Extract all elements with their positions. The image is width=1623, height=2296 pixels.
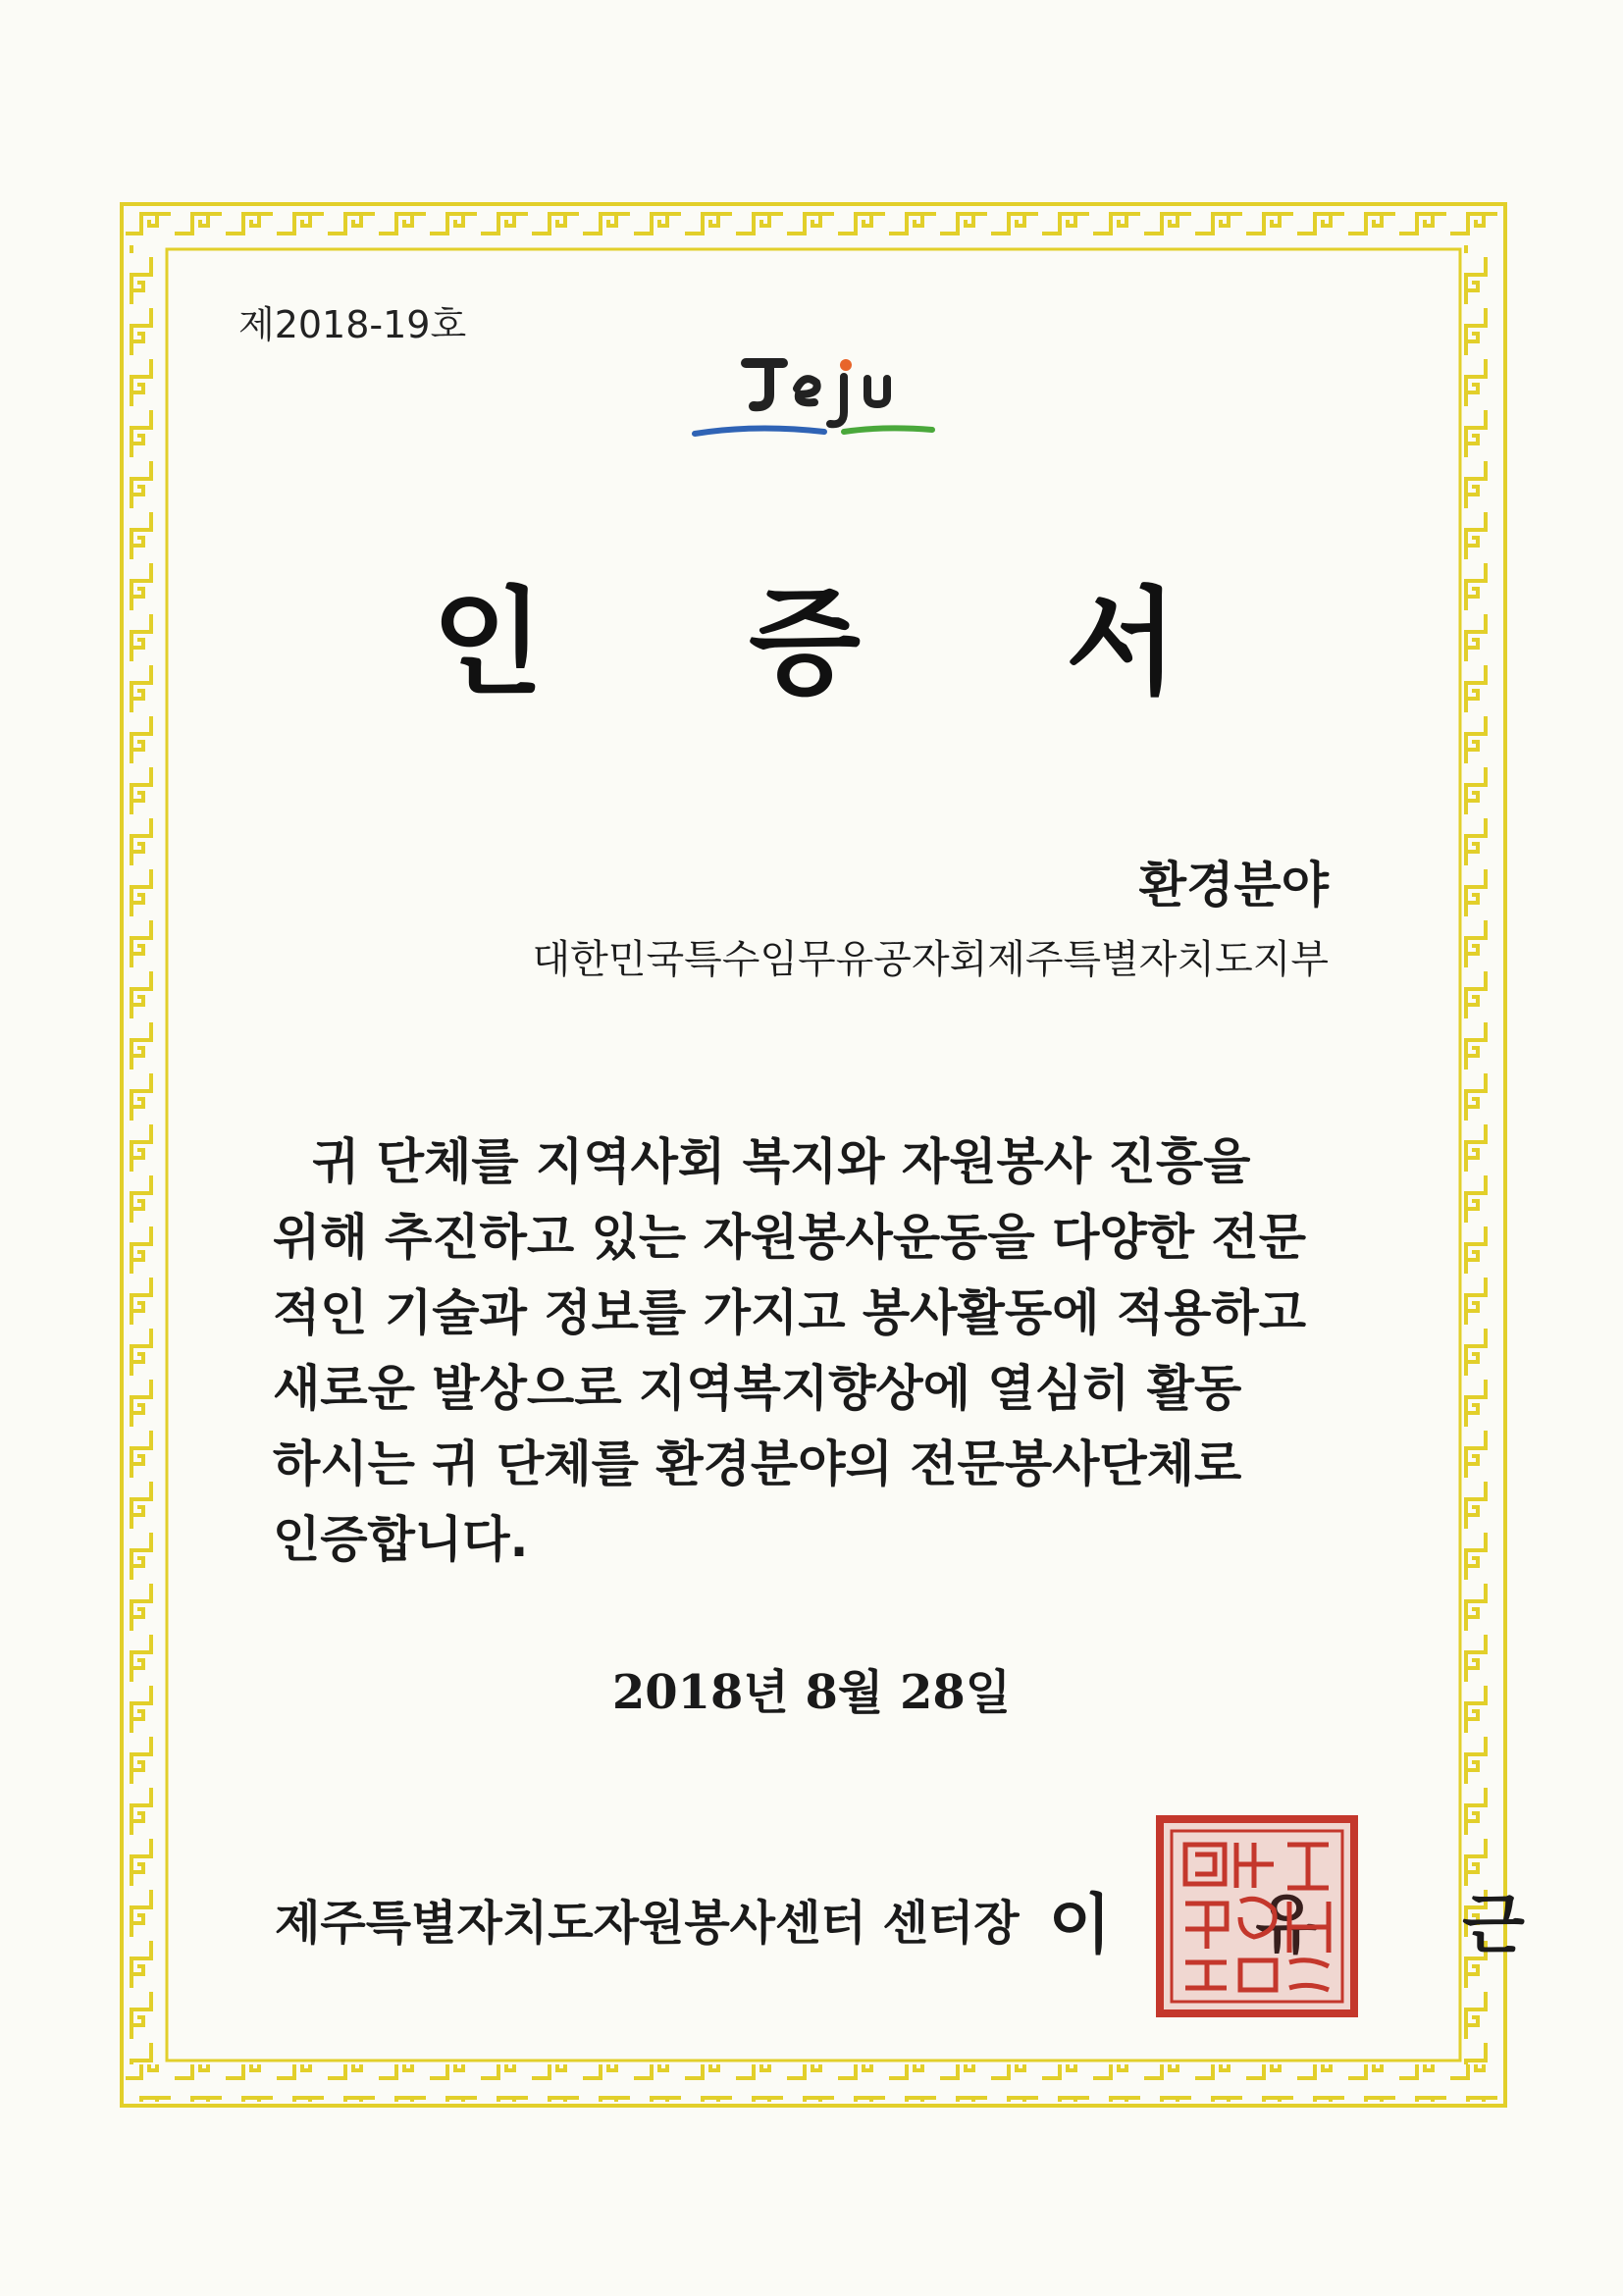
body-line: 인증합니다.	[273, 1511, 529, 1568]
title-char: 인	[432, 575, 544, 710]
certificate-title	[432, 549, 1178, 716]
body-line: 적인 기술과 정보를 가지고 봉사활동에 적용하고	[273, 1284, 1307, 1341]
certificate-number: 제2018-19호	[238, 303, 467, 346]
body-line: 하시는 귀 단체를 환경분야의 전문봉사단체로	[273, 1435, 1242, 1492]
certificate-field: 환경분야	[1138, 857, 1329, 913]
title-char: 서	[1066, 575, 1178, 710]
body-line: 위해 추진하고 있는 자원봉사운동을 다양한 전문	[273, 1209, 1307, 1266]
body-line: 새로운 발상으로 지역복지향상에 열심히 활동	[273, 1360, 1242, 1417]
issuer-title: 제주특별자치도자원봉사센터 센터장	[275, 1896, 1020, 1951]
official-seal-icon	[1156, 1815, 1358, 2017]
issuer-name: 이 유 근	[1048, 1887, 1586, 1962]
issuer	[275, 1872, 1586, 1965]
issue-date: 2018년 8월 28일	[611, 1665, 1012, 1720]
title-char: 증	[749, 575, 861, 710]
recipient-organization: 대한민국특수임무유공자회제주특별자치도지부	[532, 937, 1329, 982]
certificate-body	[273, 1124, 1352, 1578]
jeju-logo-icon	[687, 343, 952, 451]
body-line: 귀 단체를 지역사회 복지와 자원봉사 진흥을	[312, 1133, 1251, 1190]
